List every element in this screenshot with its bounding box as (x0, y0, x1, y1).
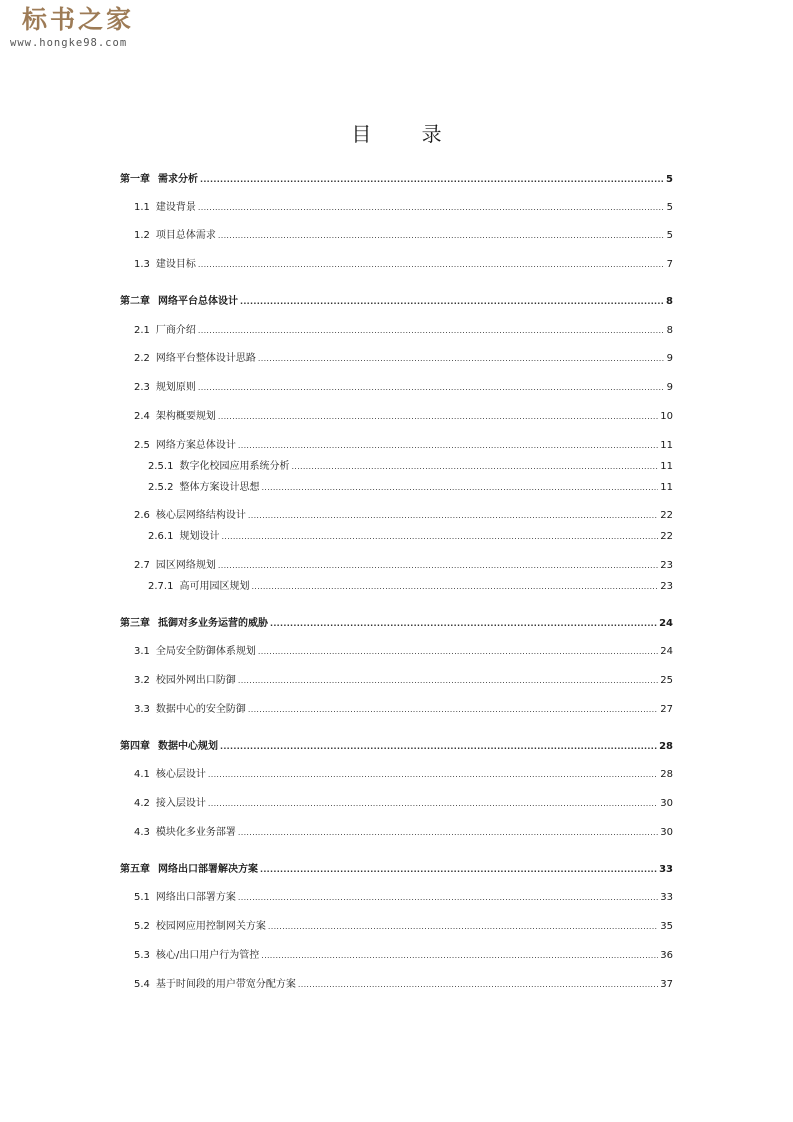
toc-entry-number: 2.5 (134, 440, 150, 451)
toc-entry-number: 2.6.1 (148, 531, 174, 542)
toc-entry[interactable] (120, 172, 673, 188)
toc-dot-leader (238, 438, 658, 454)
toc-entry-title: 接入层设计 (155, 798, 206, 809)
toc-entry-page: 11 (660, 482, 673, 493)
toc-entry[interactable] (134, 796, 673, 812)
toc-dot-leader (291, 459, 658, 475)
toc-entry-page: 30 (660, 827, 673, 838)
toc-entry-page: 24 (660, 646, 673, 657)
toc-entry-title: 网络出口部署解决方案 (158, 864, 258, 875)
toc-entry-page: 8 (666, 296, 673, 307)
toc-entry-number: 1.1 (134, 202, 150, 213)
toc-entry-number: 第一章 (120, 174, 150, 185)
toc-entry-page: 11 (660, 440, 673, 451)
toc-dot-leader (200, 172, 664, 188)
brand-name: 标书之家 (22, 5, 135, 34)
toc-entry-page: 23 (660, 581, 673, 592)
toc-dot-leader (258, 351, 665, 367)
toc-entry[interactable] (134, 919, 673, 935)
toc-entry-number: 第五章 (120, 864, 150, 875)
toc-entry-number: 3.1 (134, 646, 150, 657)
toc-entry[interactable] (148, 579, 673, 595)
toc-entry[interactable] (134, 644, 673, 660)
toc-entry-page: 28 (659, 741, 673, 752)
toc-entry-page: 5 (666, 202, 673, 213)
toc-entry-number: 2.6 (134, 510, 150, 521)
toc-entry-title: 抵御对多业务运营的威胁 (158, 618, 268, 629)
toc-entry-page: 23 (660, 560, 673, 571)
toc-dot-leader (268, 919, 658, 935)
toc-dot-leader (298, 977, 658, 993)
toc-entry-title: 建设目标 (155, 259, 196, 270)
toc-entry-number: 5.3 (134, 950, 150, 961)
toc-entry-page: 28 (660, 769, 673, 780)
toc-dot-leader (198, 257, 665, 273)
toc-entry[interactable] (134, 257, 673, 273)
toc-entry-number: 第四章 (120, 741, 150, 752)
toc-entry-title: 整体方案设计思想 (179, 482, 260, 493)
toc-dot-leader (208, 767, 658, 783)
toc-entry-page: 35 (660, 921, 673, 932)
toc-entry[interactable] (134, 409, 673, 425)
toc-entry[interactable] (134, 977, 673, 993)
toc-entry-title: 规划原则 (155, 382, 196, 393)
toc-entry-number: 4.1 (134, 769, 150, 780)
toc-entry-number: 2.3 (134, 382, 150, 393)
toc-entry-title: 规划设计 (179, 531, 220, 542)
toc-entry-number: 2.5.1 (148, 461, 174, 472)
toc-entry[interactable] (134, 228, 673, 244)
toc-entry[interactable] (148, 529, 673, 545)
toc-entry-number: 2.5.2 (148, 482, 174, 493)
toc-entry-title: 校园外网出口防御 (155, 675, 236, 686)
toc-entry-number: 3.2 (134, 675, 150, 686)
toc-entry[interactable] (120, 294, 673, 310)
toc-dot-leader (198, 380, 665, 396)
toc-entry-page: 33 (660, 892, 673, 903)
toc-entry-title: 数据中心规划 (158, 741, 218, 752)
toc-entry[interactable] (134, 767, 673, 783)
toc-entry-page: 9 (666, 353, 673, 364)
toc-dot-leader (238, 825, 658, 841)
toc-entry-title: 核心/出口用户行为管控 (155, 950, 260, 961)
toc-entry-number: 4.2 (134, 798, 150, 809)
toc-entry[interactable] (134, 323, 673, 339)
toc-dot-leader (218, 409, 658, 425)
toc-entry[interactable] (134, 948, 673, 964)
toc-entry-title: 网络平台整体设计思路 (155, 353, 256, 364)
toc-dot-leader (238, 673, 658, 689)
toc-entry[interactable] (134, 825, 673, 841)
toc-entry-title: 建设背景 (155, 202, 196, 213)
toc-dot-leader (260, 862, 657, 878)
toc-entry-page: 27 (660, 704, 673, 715)
table-of-contents (120, 0, 673, 1122)
toc-entry-title: 校园网应用控制网关方案 (155, 921, 266, 932)
toc-entry-page: 22 (660, 510, 673, 521)
toc-dot-leader (270, 616, 657, 632)
toc-entry-page: 36 (660, 950, 673, 961)
toc-entry-number: 2.1 (134, 325, 150, 336)
toc-entry[interactable] (120, 616, 673, 632)
toc-entry[interactable] (134, 438, 673, 454)
toc-entry-page: 11 (660, 461, 673, 472)
toc-entry-title: 数据中心的安全防御 (155, 704, 246, 715)
toc-entry-page: 8 (666, 325, 673, 336)
toc-entry[interactable] (134, 558, 673, 574)
toc-entry-number: 2.7.1 (148, 581, 174, 592)
toc-entry-title: 基于时间段的用户带宽分配方案 (155, 979, 296, 990)
toc-entry-title: 网络平台总体设计 (158, 296, 238, 307)
toc-entry-number: 4.3 (134, 827, 150, 838)
toc-dot-leader (218, 228, 665, 244)
toc-entry-page: 5 (666, 174, 673, 185)
toc-entry-title: 网络出口部署方案 (155, 892, 236, 903)
toc-entry-number: 1.3 (134, 259, 150, 270)
toc-entry-number: 2.4 (134, 411, 150, 422)
toc-entry-number: 5.1 (134, 892, 150, 903)
toc-dot-leader (198, 200, 665, 216)
toc-entry-number: 第三章 (120, 618, 150, 629)
toc-entry[interactable] (148, 459, 673, 475)
toc-entry[interactable] (134, 200, 673, 216)
toc-entry-title: 架构概要规划 (155, 411, 216, 422)
toc-dot-leader (261, 948, 658, 964)
toc-entry-title: 项目总体需求 (155, 230, 216, 241)
toc-entry-page: 33 (659, 864, 673, 875)
toc-dot-leader (221, 529, 658, 545)
toc-dot-leader (261, 480, 658, 496)
toc-entry-page: 5 (666, 230, 673, 241)
toc-entry-page: 7 (666, 259, 673, 270)
toc-entry-number: 1.2 (134, 230, 150, 241)
toc-entry-number: 第二章 (120, 296, 150, 307)
toc-entry-number: 2.7 (134, 560, 150, 571)
toc-entry-page: 9 (666, 382, 673, 393)
toc-dot-leader (208, 796, 658, 812)
toc-entry-title: 需求分析 (158, 174, 198, 185)
toc-entry-title: 网络方案总体设计 (155, 440, 236, 451)
toc-entry[interactable] (134, 890, 673, 906)
toc-entry-page: 25 (660, 675, 673, 686)
toc-entry[interactable] (134, 508, 673, 524)
toc-entry-title: 高可用园区规划 (179, 581, 250, 592)
toc-dot-leader (238, 890, 658, 906)
toc-dot-leader (240, 294, 664, 310)
brand-url: www.hongke98.com (10, 37, 128, 49)
toc-title: 目 录 (351, 122, 464, 146)
toc-entry-page: 30 (660, 798, 673, 809)
toc-entry-title: 厂商介绍 (155, 325, 196, 336)
toc-entry[interactable] (120, 862, 673, 878)
toc-entry-title: 核心层网络结构设计 (155, 510, 246, 521)
toc-entry-number: 2.2 (134, 353, 150, 364)
toc-entry-title: 模块化多业务部署 (155, 827, 236, 838)
toc-entry-page: 22 (660, 531, 673, 542)
toc-entry[interactable] (134, 351, 673, 367)
toc-entry-title: 数字化校园应用系统分析 (179, 461, 290, 472)
toc-entry-number: 5.4 (134, 979, 150, 990)
toc-dot-leader (258, 644, 658, 660)
toc-dot-leader (198, 323, 665, 339)
toc-entry[interactable] (120, 739, 673, 755)
toc-entry-number: 5.2 (134, 921, 150, 932)
toc-entry-page: 37 (660, 979, 673, 990)
toc-dot-leader (220, 739, 657, 755)
toc-entry-title: 园区网络规划 (155, 560, 216, 571)
toc-entry-page: 10 (660, 411, 673, 422)
toc-entry-page: 24 (659, 618, 673, 629)
toc-dot-leader (251, 579, 658, 595)
toc-entry-title: 核心层设计 (155, 769, 206, 780)
toc-entry-title: 全局安全防御体系规划 (155, 646, 256, 657)
toc-entry[interactable] (148, 480, 673, 496)
toc-entry-number: 3.3 (134, 704, 150, 715)
toc-dot-leader (248, 702, 658, 718)
toc-entry[interactable] (134, 702, 673, 718)
toc-dot-leader (248, 508, 658, 524)
toc-dot-leader (218, 558, 658, 574)
toc-entry[interactable] (134, 673, 673, 689)
toc-entry[interactable] (134, 380, 673, 396)
